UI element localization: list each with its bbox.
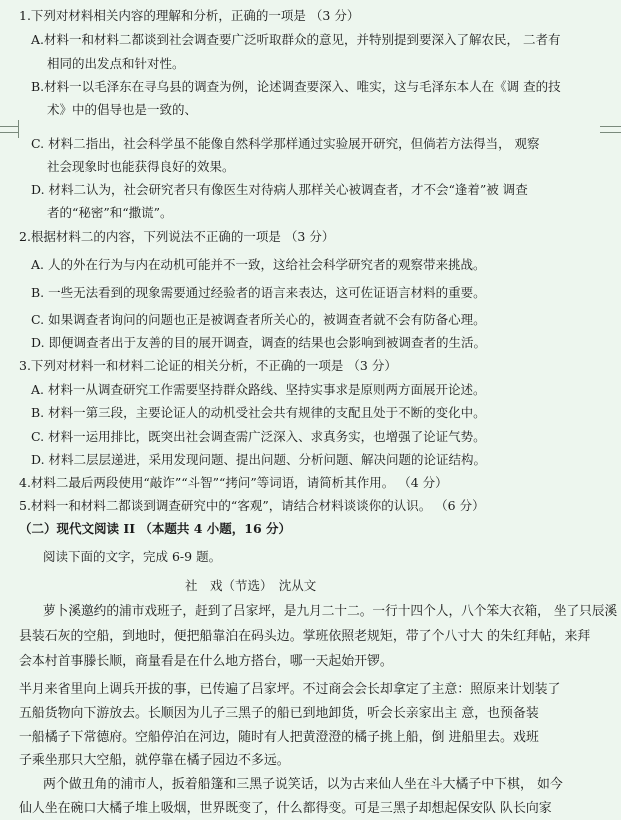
margin-mark-left-edge — [18, 120, 19, 138]
margin-mark-left-2 — [0, 132, 18, 133]
q3-option-a: A. 材料一从调查研究工作需要坚持群众路线、坚持实事求是原则两方面展开论述。 — [31, 382, 486, 397]
q2-option-c: C. 如果调查者询问的问题也正是被调查者所关心的，被调查者就不会有防备心理。 — [31, 312, 486, 327]
q1-option-b: B.材料一以毛泽东在寻乌县的调查为例，论述调查要深入、唯实，这与毛泽东本人在《调 查的技 — [31, 79, 561, 94]
margin-mark-right-2 — [600, 132, 621, 133]
question-1-stem: 1.下列对材料相关内容的理解和分析，正确的一项是 （3 分） — [19, 8, 360, 23]
q3-option-d: D. 材料二层层递进，采用发现问题、提出问题、分析问题、解决问题的论证结构。 — [31, 452, 487, 467]
question-5: 5.材料一和材料二都谈到调查研究中的“客观”，请结合材料谈谈你的认识。 （6 分） — [19, 498, 485, 513]
q2-option-b: B. 一些无法看到的现象需要通过经验者的语言来表达，这可佐证语言材料的重要。 — [31, 285, 486, 300]
passage-line: 仙人坐在碗口大橘子堆上吸烟，世界既变了，什么都得变。可是三黑子却想起保安队 队长向家 — [19, 801, 552, 816]
passage-line: 两个做丑角的浦市人，扳着船篷和三黑子说笑话，以为古来仙人坐在斗大橘子中下棋， 如今 — [43, 777, 563, 792]
passage-line: 子乘坐那只大空船，就停靠在橘子园边不多远。 — [19, 753, 290, 768]
passage-title: 社 戏（节选） 沈从文 — [185, 578, 317, 593]
q1-option-d: D. 材料二认为，社会研究者只有像医生对待病人那样关心被调查者，才不会“逢着”被 调查 — [31, 182, 528, 197]
q2-option-a: A. 人的外在行为与内在动机可能并不一致，这给社会科学研究者的观察带来挑战。 — [31, 257, 486, 272]
q3-option-b: B. 材料一第三段，主要论证人的动机受社会共有规律的支配且处于不断的变化中。 — [31, 405, 486, 420]
question-3-stem: 3.下列对材料一和材料二论证的相关分析，不正确的一项是 （3 分） — [19, 358, 397, 373]
margin-mark-right — [600, 126, 621, 127]
passage-line: 一船橘子下常德府。空船停泊在河边，随时有人把黄澄澄的橘子挑上船，倒 进船里去。戏班 — [19, 730, 539, 745]
passage-line: 县装石灰的空船，到地时，便把船靠泊在码头边。掌班依照老规矩，带了个八寸大 的朱红拜帖，来拜 — [19, 629, 591, 644]
q2-option-d: D. 即便调查者出于友善的目的展开调查，调查的结果也会影响到被调查者的生活。 — [31, 335, 487, 350]
q1-option-a-cont: 相同的出发点和针对性。 — [47, 56, 185, 71]
passage-line: 会本村首事滕长顺，商量看是在什么地方搭台，哪一天起始开锣。 — [19, 654, 393, 669]
q1-option-c-cont: 社会现象时也能获得良好的效果。 — [47, 159, 235, 174]
passage-line: 五船货物向下游放去。长顺因为儿子三黑子的船已到地卸货，听会长亲家出主 意，也预备装 — [19, 706, 539, 721]
q3-option-c: C. 材料一运用排比，既突出社会调查需广泛深入、求真务实，也增强了论证气势。 — [31, 429, 486, 444]
section-heading: （二）现代文阅读 II （本题共 4 小题，16 分） — [19, 521, 292, 536]
margin-mark-left — [0, 126, 18, 127]
q1-option-c: C. 材料二指出，社会科学虽不能像自然科学那样通过实验展开研究，但倘若方法得当， 观察 — [31, 136, 540, 151]
question-2-stem: 2.根据材料二的内容，下列说法不正确的一项是 （3 分） — [19, 229, 335, 244]
question-4: 4.材料二最后两段使用“敲诈”“斗智”“拷问”等词语，请简析其作用。 （4 分） — [19, 475, 448, 490]
passage-line: 半月来省里向上调兵开拔的事，已传遍了吕家坪。不过商会会长却拿定了主意：照原来计划装了 — [19, 682, 561, 697]
passage-line: 萝卜溪邀约的浦市戏班子，赶到了吕家坪，是九月二十二。一行十四个人，八个笨大衣箱， 坐了只辰溪 — [43, 604, 618, 619]
reading-instruction: 阅读下面的文字，完成 6-9 题。 — [43, 549, 222, 564]
q1-option-a: A.材料一和材料二都谈到社会调查要广泛听取群众的意见，并特别提到要深入了解农民， 二者有 — [31, 32, 561, 47]
q1-option-d-cont: 者的“秘密”和“撒谎”。 — [47, 205, 173, 220]
q1-option-b-cont: 术》中的倡导也是一致的、 — [47, 102, 198, 117]
